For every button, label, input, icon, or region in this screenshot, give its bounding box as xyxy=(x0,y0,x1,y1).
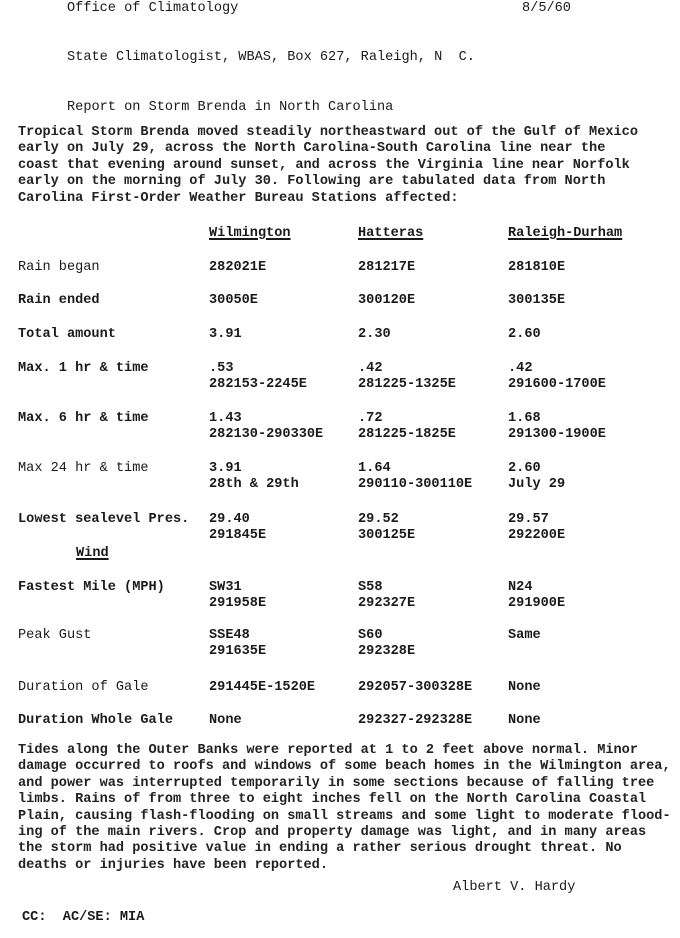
table-cell: 292200E xyxy=(508,528,566,543)
table-cell: 282021E xyxy=(209,260,267,275)
table-cell: N24 xyxy=(508,580,533,595)
table-cell: 292327E xyxy=(358,596,416,611)
table-cell: None xyxy=(508,713,541,728)
table-cell: 2.60 xyxy=(508,461,541,476)
cc-line: CC: AC/SE: MIA xyxy=(22,910,145,925)
closing-paragraph: Tides along the Outer Banks were reported at 1 to 2 feet above normal. Minor damage occurred to roofs and windows of some beach homes in the Wilmington area, and power was interrupted temporarily in some sections because of falling tree limbs. Rains of from three to eight inches fell on the North Carolina Coastal Plain, causing flash-flooding on small streams and some light to moderate flood- ing of the main rivers. Crop and property damage was light, and in many areas the storm had positive value in ending a rather serious drought threat. No deaths or injuries have been reported. xyxy=(18,743,671,873)
table-cell: 1.43 xyxy=(209,411,242,426)
column-header-wilmington: Wilmington xyxy=(209,226,291,241)
table-cell: 28th & 29th xyxy=(209,477,299,492)
report-date: 8/5/60 xyxy=(522,1,571,16)
table-cell: 281225-1825E xyxy=(358,427,456,442)
row-label: Max. 1 hr & time xyxy=(18,361,149,376)
row-label: Total amount xyxy=(18,327,116,342)
table-cell: .42 xyxy=(508,361,533,376)
table-cell: 291845E xyxy=(209,528,267,543)
table-cell: 2.30 xyxy=(358,327,391,342)
table-cell: July 29 xyxy=(508,477,566,492)
table-cell: 291635E xyxy=(209,644,267,659)
table-cell: 291900E xyxy=(508,596,566,611)
table-cell: 3.91 xyxy=(209,327,242,342)
table-cell: 291958E xyxy=(209,596,267,611)
table-cell: SSE48 xyxy=(209,628,250,643)
table-cell: Same xyxy=(508,628,541,643)
row-label: Rain began xyxy=(18,260,100,275)
row-label: Duration Whole Gale xyxy=(18,713,173,728)
table-cell: .42 xyxy=(358,361,383,376)
row-label: Lowest sealevel Pres. xyxy=(18,512,190,527)
row-label: Peak Gust xyxy=(18,628,92,643)
table-cell: 281225-1325E xyxy=(358,377,456,392)
table-cell: 300135E xyxy=(508,293,566,308)
table-cell: 291600-1700E xyxy=(508,377,606,392)
row-label: Rain ended xyxy=(18,293,100,308)
column-header-raleigh-durham: Raleigh-Durham xyxy=(508,226,623,241)
table-cell: 29.40 xyxy=(209,512,250,527)
row-label: Duration of Gale xyxy=(18,680,149,695)
table-cell: 300125E xyxy=(358,528,416,543)
table-cell: 291445E-1520E xyxy=(209,680,316,695)
table-cell: None xyxy=(209,713,242,728)
table-cell: .53 xyxy=(209,361,234,376)
table-cell: S58 xyxy=(358,580,383,595)
table-cell: S60 xyxy=(358,628,383,643)
row-label: Max. 6 hr & time xyxy=(18,411,149,426)
wind-heading: Wind xyxy=(76,546,109,561)
intro-paragraph: Tropical Storm Brenda moved steadily northeastward out of the Gulf of Mexico early on July 29, across the North Carolina-South Carolina line near the coast that evening around sunset, and across the Virginia line near Norfolk early on the morning of July 30. Following are tabulated data from North Carolina First-Order Weather Bureau Stations affected: xyxy=(18,125,638,206)
table-cell: 29.52 xyxy=(358,512,399,527)
table-cell: 282130-290330E xyxy=(209,427,324,442)
table-cell: 281217E xyxy=(358,260,416,275)
signature: Albert V. Hardy xyxy=(453,880,576,895)
table-cell: 1.64 xyxy=(358,461,391,476)
table-cell: .72 xyxy=(358,411,383,426)
table-cell: SW31 xyxy=(209,580,242,595)
table-cell: 300120E xyxy=(358,293,416,308)
column-header-hatteras: Hatteras xyxy=(358,226,424,241)
table-cell: 292057-300328E xyxy=(358,680,473,695)
table-cell: 2.60 xyxy=(508,327,541,342)
table-cell: 290110-300110E xyxy=(358,477,473,492)
table-cell: 292328E xyxy=(358,644,416,659)
table-cell: 281810E xyxy=(508,260,566,275)
table-cell: 3.91 xyxy=(209,461,242,476)
row-label: Fastest Mile (MPH) xyxy=(18,580,165,595)
table-cell: 30050E xyxy=(209,293,258,308)
address-line: State Climatologist, WBAS, Box 627, Raleigh, N C. xyxy=(67,50,475,65)
table-cell: 1.68 xyxy=(508,411,541,426)
table-cell: 291300-1900E xyxy=(508,427,606,442)
table-cell: 292327-292328E xyxy=(358,713,473,728)
table-cell: 29.57 xyxy=(508,512,549,527)
row-label: Max 24 hr & time xyxy=(18,461,149,476)
table-cell: None xyxy=(508,680,541,695)
table-cell: 282153-2245E xyxy=(209,377,307,392)
report-title: Report on Storm Brenda in North Carolina xyxy=(67,100,394,115)
office-name: Office of Climatology xyxy=(67,1,239,16)
